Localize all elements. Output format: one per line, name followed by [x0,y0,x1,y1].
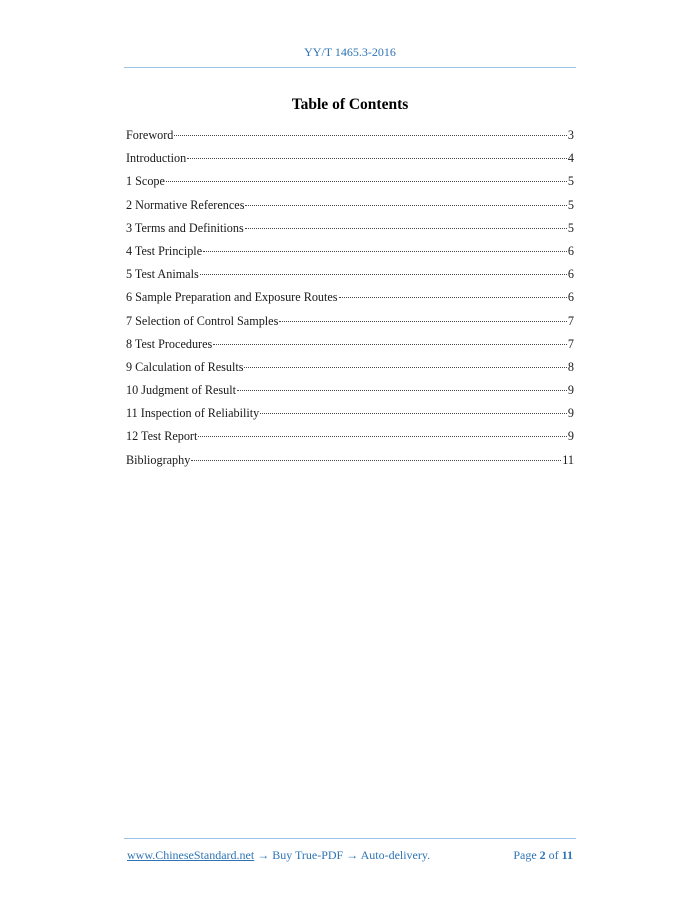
toc-entry-title: 1 Scope [126,174,165,189]
toc-entry-title: 12 Test Report [126,429,198,444]
toc-entry[interactable] [126,198,574,221]
toc-entry-title: Introduction [126,151,187,166]
toc-entry-title: 10 Judgment of Result [126,383,237,398]
toc-entry-page: 5 [567,174,574,189]
toc-entry-title: 5 Test Animals [126,267,199,282]
toc-entry-page: 8 [567,359,574,374]
footer-promo [127,848,430,863]
toc-leader-dots [166,181,567,182]
toc-entry-title: 2 Normative References [126,197,245,212]
running-header: YY/T 1465.3-2016 [304,45,396,59]
toc-entry-title: Foreword [126,128,174,142]
toc-entry-page: 4 [567,151,574,166]
toc-entry-page: 11 [562,452,574,467]
toc-leader-dots [279,321,567,322]
toc-entry-page: 6 [567,267,574,282]
toc-leader-dots [203,251,567,252]
toc-entry-page: 5 [567,220,574,235]
toc-entry-page: 5 [567,197,574,212]
page-word: Page [513,848,537,862]
toc-entry-page: 9 [567,383,574,398]
toc-leader-dots [237,390,567,391]
toc-leader-dots [245,228,567,229]
toc-entry-page: 9 [567,406,574,421]
toc-entry-page: 3 [567,128,574,142]
page-title: Table of Contents [291,96,409,113]
header-divider [124,67,576,68]
total-page-number: 11 [561,848,573,862]
toc-entry-page: 7 [567,336,574,351]
toc-entry-title: 7 Selection of Control Samples [126,313,279,328]
toc-entry-title: 4 Test Principle [126,243,203,258]
toc-entry[interactable] [126,314,574,337]
toc-entry[interactable] [126,128,574,151]
toc-entry[interactable] [126,290,574,313]
footer-promo-text: → Buy True-PDF → Auto-delivery. [254,848,431,862]
toc-entry[interactable] [126,337,574,360]
toc-leader-dots [187,158,567,159]
toc-leader-dots [198,436,567,437]
toc-entry-title: 3 Terms and Definitions [126,220,244,235]
toc-entry-title: 11 Inspection of Reliability [126,406,260,421]
footer [127,848,573,863]
toc-leader-dots [200,274,567,275]
toc-entry[interactable] [126,360,574,383]
toc-leader-dots [260,413,567,414]
toc-entry[interactable] [126,267,574,290]
table-of-contents [126,128,574,476]
toc-leader-dots [191,460,561,461]
toc-entry[interactable] [126,406,574,429]
toc-entry-page: 9 [567,429,574,444]
page-indicator [513,848,573,863]
website-link[interactable]: www.ChineseStandard.net [127,848,255,862]
of-word: of [548,848,559,862]
toc-entry[interactable] [126,383,574,406]
toc-leader-dots [339,297,567,298]
toc-leader-dots [213,344,567,345]
toc-entry-page: 6 [567,243,574,258]
toc-entry[interactable] [126,429,574,452]
toc-entry-title: 9 Calculation of Results [126,359,244,374]
toc-entry-title: Bibliography [126,452,191,467]
toc-entry-page: 6 [567,290,574,305]
toc-entry[interactable] [126,244,574,267]
toc-entry-title: 8 Test Procedures [126,336,213,351]
current-page-number: 2 [539,848,546,862]
toc-entry-title: 6 Sample Preparation and Exposure Routes [126,290,338,305]
toc-entry[interactable] [126,221,574,244]
footer-divider [124,838,576,839]
toc-leader-dots [245,205,566,206]
toc-entry[interactable] [126,151,574,174]
toc-entry[interactable] [126,453,574,476]
toc-leader-dots [244,367,566,368]
toc-leader-dots [174,135,567,136]
toc-entry[interactable] [126,174,574,197]
toc-entry-page: 7 [567,313,574,328]
